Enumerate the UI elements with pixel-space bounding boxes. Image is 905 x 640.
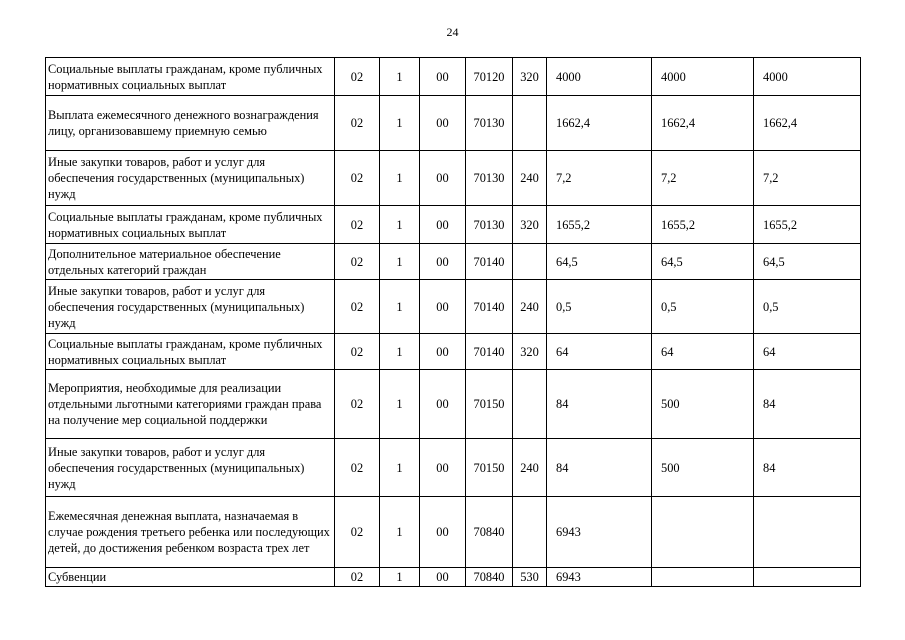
row-ministry-code-cell: 02 — [335, 151, 380, 206]
row-expense-type-cell — [513, 497, 547, 568]
row-target-code-cell: 70840 — [466, 568, 513, 587]
row-target-code-cell: 70150 — [466, 370, 513, 439]
row-subprogram-code-cell: 1 — [380, 244, 420, 280]
row-value-2-cell: 0,5 — [652, 280, 754, 334]
row-expense-type-cell: 240 — [513, 280, 547, 334]
row-subprogram-code-cell: 1 — [380, 58, 420, 96]
row-expense-type-cell — [513, 96, 547, 151]
table-row — [46, 151, 861, 206]
row-value-1-cell: 6943 — [547, 497, 652, 568]
row-event-code-cell: 00 — [420, 96, 466, 151]
row-event-code-cell: 00 — [420, 334, 466, 370]
table-row — [46, 568, 861, 587]
page-number: 24 — [446, 25, 459, 39]
row-value-3-cell: 0,5 — [754, 280, 861, 334]
row-value-1-cell: 64 — [547, 334, 652, 370]
row-expense-type-cell: 530 — [513, 568, 547, 587]
row-event-code-cell: 00 — [420, 439, 466, 497]
row-value-1-cell: 1655,2 — [547, 206, 652, 244]
row-expense-type-cell: 320 — [513, 334, 547, 370]
row-expense-type-cell: 320 — [513, 206, 547, 244]
row-name-cell: Ежемесячная денежная выплата, назначаемая в случае рождения третьего ребенка или последующих детей, до достижения ребенком возраста трех лет — [46, 497, 335, 568]
row-value-3-cell — [754, 497, 861, 568]
row-subprogram-code-cell: 1 — [380, 151, 420, 206]
row-event-code-cell: 00 — [420, 280, 466, 334]
row-event-code-cell: 00 — [420, 151, 466, 206]
row-value-2-cell: 7,2 — [652, 151, 754, 206]
row-target-code-cell: 70130 — [466, 206, 513, 244]
row-value-3-cell: 1662,4 — [754, 96, 861, 151]
row-ministry-code-cell: 02 — [335, 206, 380, 244]
row-name-cell: Иные закупки товаров, работ и услуг для обеспечения государственных (муниципальных) нужд — [46, 439, 335, 497]
row-event-code-cell: 00 — [420, 206, 466, 244]
row-expense-type-cell: 320 — [513, 58, 547, 96]
row-value-1-cell: 7,2 — [547, 151, 652, 206]
row-ministry-code-cell: 02 — [335, 244, 380, 280]
row-ministry-code-cell: 02 — [335, 280, 380, 334]
table-row — [46, 439, 861, 497]
row-value-2-cell: 4000 — [652, 58, 754, 96]
row-ministry-code-cell: 02 — [335, 96, 380, 151]
row-name-cell: Социальные выплаты гражданам, кроме публичных нормативных социальных выплат — [46, 58, 335, 96]
row-value-1-cell: 84 — [547, 370, 652, 439]
row-subprogram-code-cell: 1 — [380, 370, 420, 439]
row-target-code-cell: 70120 — [466, 58, 513, 96]
row-subprogram-code-cell: 1 — [380, 206, 420, 244]
table-row — [46, 206, 861, 244]
row-subprogram-code-cell: 1 — [380, 568, 420, 587]
row-expense-type-cell: 240 — [513, 151, 547, 206]
row-value-2-cell: 1655,2 — [652, 206, 754, 244]
budget-table — [45, 57, 861, 587]
row-value-1-cell: 84 — [547, 439, 652, 497]
row-target-code-cell: 70150 — [466, 439, 513, 497]
row-name-cell: Социальные выплаты гражданам, кроме публичных нормативных социальных выплат — [46, 206, 335, 244]
row-value-1-cell: 4000 — [547, 58, 652, 96]
row-target-code-cell: 70140 — [466, 244, 513, 280]
row-value-2-cell: 1662,4 — [652, 96, 754, 151]
row-name-cell: Иные закупки товаров, работ и услуг для обеспечения государственных (муниципальных) нужд — [46, 280, 335, 334]
row-event-code-cell: 00 — [420, 58, 466, 96]
row-target-code-cell: 70140 — [466, 280, 513, 334]
row-ministry-code-cell: 02 — [335, 497, 380, 568]
row-expense-type-cell: 240 — [513, 439, 547, 497]
row-name-cell: Выплата ежемесячного денежного вознаграждения лицу, организовавшему приемную семью — [46, 96, 335, 151]
row-subprogram-code-cell: 1 — [380, 439, 420, 497]
row-event-code-cell: 00 — [420, 568, 466, 587]
row-value-1-cell: 64,5 — [547, 244, 652, 280]
row-value-2-cell: 500 — [652, 370, 754, 439]
row-subprogram-code-cell: 1 — [380, 96, 420, 151]
row-subprogram-code-cell: 1 — [380, 497, 420, 568]
row-value-3-cell: 4000 — [754, 58, 861, 96]
table-row — [46, 96, 861, 151]
row-value-3-cell: 64 — [754, 334, 861, 370]
row-name-cell: Мероприятия, необходимые для реализации отдельными льготными категориями граждан права на получение мер социальной поддержки — [46, 370, 335, 439]
table-row — [46, 58, 861, 96]
row-value-3-cell: 84 — [754, 439, 861, 497]
row-event-code-cell: 00 — [420, 497, 466, 568]
table-row — [46, 280, 861, 334]
row-value-2-cell — [652, 497, 754, 568]
table-body — [46, 58, 861, 587]
row-ministry-code-cell: 02 — [335, 58, 380, 96]
row-value-3-cell: 7,2 — [754, 151, 861, 206]
row-value-3-cell — [754, 568, 861, 587]
table-row — [46, 334, 861, 370]
row-subprogram-code-cell: 1 — [380, 280, 420, 334]
row-value-2-cell: 500 — [652, 439, 754, 497]
row-value-2-cell: 64 — [652, 334, 754, 370]
row-value-3-cell: 64,5 — [754, 244, 861, 280]
row-expense-type-cell — [513, 244, 547, 280]
table-row — [46, 244, 861, 280]
row-subprogram-code-cell: 1 — [380, 334, 420, 370]
table-row — [46, 497, 861, 568]
row-expense-type-cell — [513, 370, 547, 439]
row-target-code-cell: 70840 — [466, 497, 513, 568]
row-ministry-code-cell: 02 — [335, 568, 380, 587]
row-value-3-cell: 1655,2 — [754, 206, 861, 244]
table-row — [46, 370, 861, 439]
row-value-2-cell — [652, 568, 754, 587]
row-name-cell: Субвенции — [46, 568, 335, 587]
row-ministry-code-cell: 02 — [335, 370, 380, 439]
row-name-cell: Дополнительное материальное обеспечение отдельных категорий граждан — [46, 244, 335, 280]
row-event-code-cell: 00 — [420, 370, 466, 439]
row-value-1-cell: 0,5 — [547, 280, 652, 334]
row-value-3-cell: 84 — [754, 370, 861, 439]
row-target-code-cell: 70140 — [466, 334, 513, 370]
row-event-code-cell: 00 — [420, 244, 466, 280]
row-ministry-code-cell: 02 — [335, 334, 380, 370]
row-value-1-cell: 1662,4 — [547, 96, 652, 151]
row-name-cell: Социальные выплаты гражданам, кроме публичных нормативных социальных выплат — [46, 334, 335, 370]
row-name-cell: Иные закупки товаров, работ и услуг для обеспечения государственных (муниципальных) нужд — [46, 151, 335, 206]
row-value-2-cell: 64,5 — [652, 244, 754, 280]
row-value-1-cell: 6943 — [547, 568, 652, 587]
row-target-code-cell: 70130 — [466, 151, 513, 206]
row-target-code-cell: 70130 — [466, 96, 513, 151]
row-ministry-code-cell: 02 — [335, 439, 380, 497]
